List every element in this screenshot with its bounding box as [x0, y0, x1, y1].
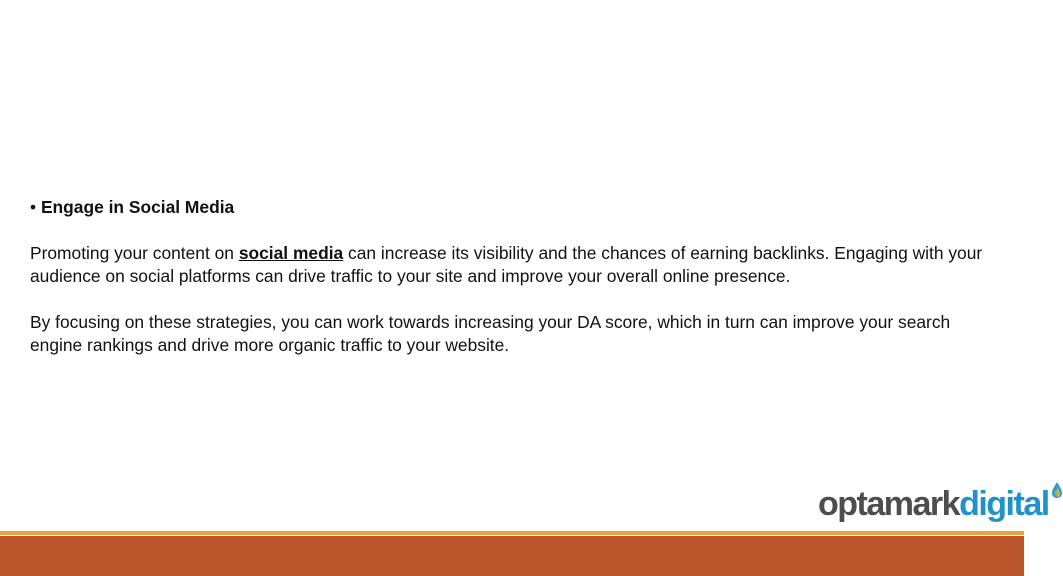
footer-band	[0, 536, 1024, 576]
para1-before-link: Promoting your content on	[30, 243, 239, 263]
logo-text-digital: digital	[959, 485, 1049, 523]
footer-accent-line	[0, 531, 1024, 535]
section-heading	[30, 196, 1005, 219]
para1-after-link: can increase its visibility and the chances of earning backlinks. Engaging with your audience on social platforms can drive traffic to your site and improve your overall online presence.	[30, 243, 983, 286]
spacer	[30, 288, 1005, 311]
paragraph-social-media	[30, 242, 1005, 288]
leaf-drop-icon	[1051, 470, 1063, 510]
spacer	[30, 219, 1005, 242]
logo-text-optamark: optamark	[818, 485, 960, 523]
heading-text: Engage in Social Media	[40, 197, 235, 217]
slide-content	[30, 196, 1005, 357]
paragraph-summary: By focusing on these strategies, you can work towards increasing your DA score, which in turn can improve your search engine rankings and drive more organic traffic to your website.	[30, 312, 951, 355]
social-media-link[interactable]: social media	[238, 243, 344, 263]
optamark-digital-logo	[818, 484, 1063, 524]
bullet: •	[30, 197, 37, 217]
